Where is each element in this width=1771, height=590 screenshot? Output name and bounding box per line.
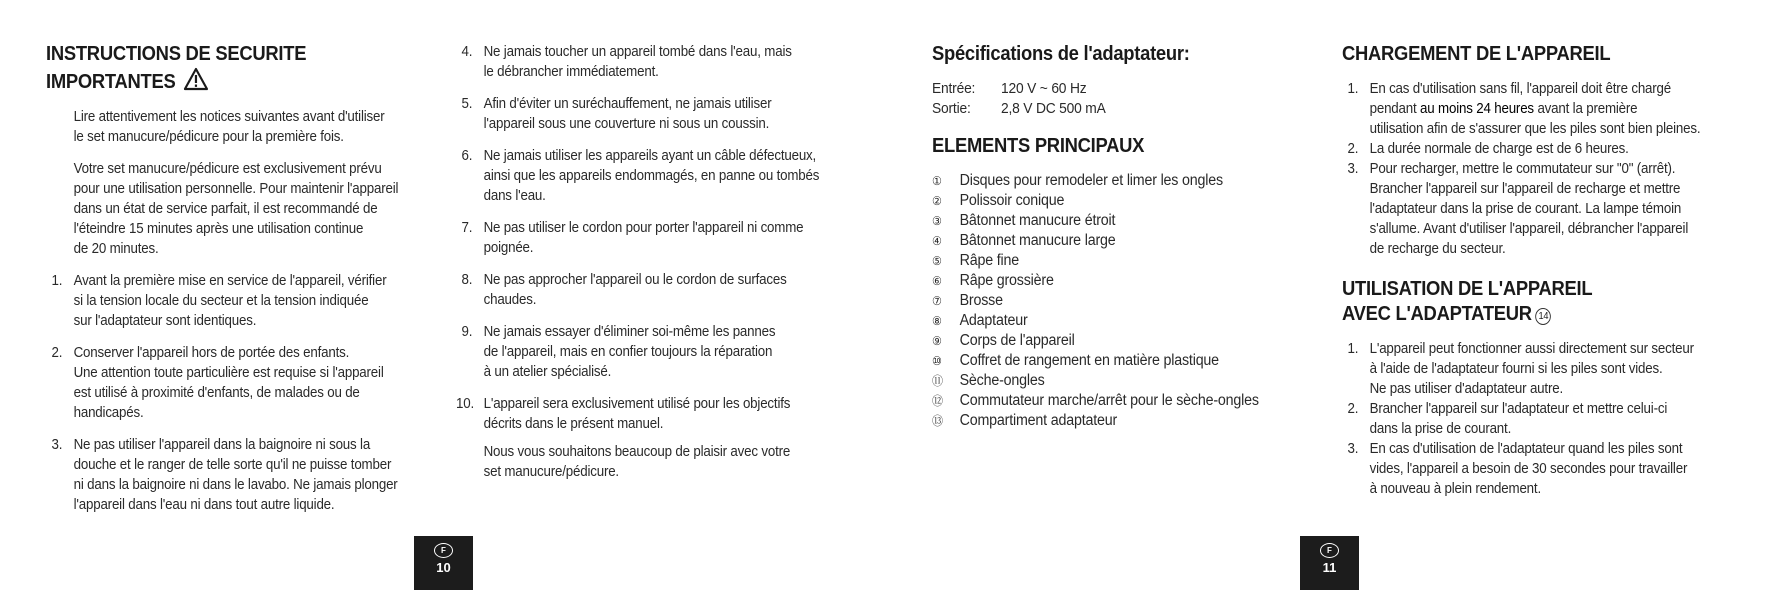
safety-heading-line1: INSTRUCTIONS DE SECURITE: [46, 43, 307, 65]
charge-item-1: 1. En cas d'utilisation sans fil, l'appareil doit être chargé pendant au moins 24 heures avant la première utilisation afin de s'assurer que les piles sont bien pleines.: [1347, 81, 1701, 137]
page-number-badge-left: [414, 536, 473, 590]
spec-row-input: Entrée: 120 V ~ 60 Hz: [932, 80, 1087, 97]
safety-column: [46, 42, 436, 527]
charge-heading: CHARGEMENT DE L'APPAREIL: [1342, 43, 1611, 65]
safety-heading: [46, 42, 405, 95]
list-item: ④ Bâtonnet manucure large: [932, 232, 1116, 249]
list-item: ⑬ Compartiment adaptateur: [932, 412, 1118, 429]
item-14-reference: 14: [1536, 308, 1552, 325]
list-item: ⑨ Corps de l'appareil: [932, 332, 1075, 349]
safety-item-2: 2. Conserver l'appareil hors de portée des enfants. Une attention toute particulière est requise si l'appareil est utilisé à proximité d'enfants, de malades ou de handicapés.: [51, 345, 384, 421]
list-item: ⑤ Râpe fine: [932, 252, 1019, 269]
language-badge: F: [434, 543, 453, 558]
safety-heading-line2: IMPORTANTES: [46, 71, 176, 93]
language-badge: F: [1320, 543, 1339, 558]
safety-item-7: 7. Ne pas utiliser le cordon pour porter l'appareil ni comme poignée.: [461, 220, 804, 256]
elements-heading: ELEMENTS PRINCIPAUX: [932, 135, 1145, 157]
page-number: 10: [436, 560, 451, 575]
safety-item-3: 3. Ne pas utiliser l'appareil dans la baignoire ni sous la douche et le ranger de telle sorte qu'il ne puisse tomber ni dans la baignoire ni dans le lavabo. Ne jamais plonger l'appareil dans l'eau ni dans tout autre liquide.: [51, 437, 398, 513]
list-item: ⑫ Commutateur marche/arrêt pour le sèche-ongles: [932, 392, 1259, 409]
usage-heading-line2: AVEC L'ADAPTATEUR: [1342, 303, 1532, 325]
usage-item-1: 1. L'appareil peut fonctionner aussi directement sur secteur à l'aide de l'adaptateur fourni si les piles sont vides. Ne pas utiliser d'adaptateur autre.: [1347, 341, 1694, 397]
list-item: ⑪ Sèche-ongles: [932, 372, 1045, 389]
safety-item-1: 1. Avant la première mise en service de l'appareil, vérifier si la tension locale du secteur et la tension indiquée sur l'adaptateur sont identiques.: [51, 273, 387, 329]
closing-paragraph: Nous vous souhaitons beaucoup de plaisir avec votre set manucure/pédicure.: [483, 444, 791, 480]
usage-column: [1342, 42, 1737, 499]
list-item: ② Polissoir conique: [932, 192, 1065, 209]
safety-item-8: 8. Ne pas approcher l'appareil ou le cordon de surfaces chaudes.: [461, 272, 787, 308]
intro-paragraph-1: Lire attentivement les notices suivantes avant d'utiliser le set manucure/pédicure pour la première fois.: [73, 109, 385, 145]
safety-item-6: 6. Ne jamais utiliser les appareils ayant un câble défectueux, ainsi que les appareils endommagés, en panne ou tombés dans l'eau.: [461, 148, 820, 204]
warning-triangle-icon: [183, 67, 209, 91]
list-item: ① Disques pour remodeler et limer les ongles: [932, 172, 1223, 189]
elements-list: [932, 171, 1282, 431]
charge-item-3: 3. Pour recharger, mettre le commutateur sur "0" (arrêt). Brancher l'appareil sur l'appareil de recharge et mettre l'adaptateur dans la prise de courant. La lampe témoin s'allume. Avant d'utiliser l'appareil, débrancher l'appareil de recharge du secteur.: [1347, 161, 1689, 257]
spec-heading: Spécifications de l'adaptateur:: [932, 43, 1190, 65]
page-number-badge-right: [1300, 536, 1359, 590]
safety-item-4: 4. Ne jamais toucher un appareil tombé dans l'eau, mais le débrancher immédiatement.: [461, 44, 792, 80]
list-item: ⑦ Brosse: [932, 292, 1003, 309]
safety-column-continued: [456, 42, 851, 494]
usage-item-2: 2. Brancher l'appareil sur l'adaptateur et mettre celui-ci dans la prise de courant.: [1347, 401, 1668, 437]
list-item: ③ Bâtonnet manucure étroit: [932, 212, 1116, 229]
safety-item-9: 9. Ne jamais essayer d'éliminer soi-même les pannes de l'appareil, mais en confier toujours la réparation à un atelier spécialisé.: [461, 324, 776, 380]
list-item: ⑩ Coffret de rangement en matière plastique: [932, 352, 1219, 369]
charge-item-2: 2. La durée normale de charge est de 6 heures.: [1347, 141, 1629, 157]
usage-heading: [1342, 277, 1705, 327]
intro-paragraph-2: Votre set manucure/pédicure est exclusivement prévu pour une utilisation personnelle. Pour maintenir l'appareil dans un état de service parfait, il est recommandé de l'éteindre 15 minutes après une utilisation continue de 20 minutes.: [73, 161, 399, 257]
specs-column: [932, 42, 1312, 431]
spec-row-output: Sortie: 2,8 V DC 500 mA: [932, 100, 1106, 117]
usage-item-3: 3. En cas d'utilisation de l'adaptateur quand les piles sont vides, l'appareil a besoin de 30 secondes pour travailler à nouveau à plein rendement.: [1347, 441, 1688, 497]
list-item: ⑧ Adaptateur: [932, 312, 1028, 329]
list-item: ⑥ Râpe grossière: [932, 272, 1054, 289]
safety-item-10: 10. L'appareil sera exclusivement utilisé pour les objectifs décrits dans le présent manuel.: [456, 396, 791, 432]
safety-item-5: 5. Afin d'éviter un suréchauffement, ne jamais utiliser l'appareil sous une couverture ni sous un coussin.: [461, 96, 772, 132]
usage-heading-line1: UTILISATION DE L'APPAREIL: [1342, 278, 1593, 300]
page-number: 11: [1322, 560, 1337, 575]
